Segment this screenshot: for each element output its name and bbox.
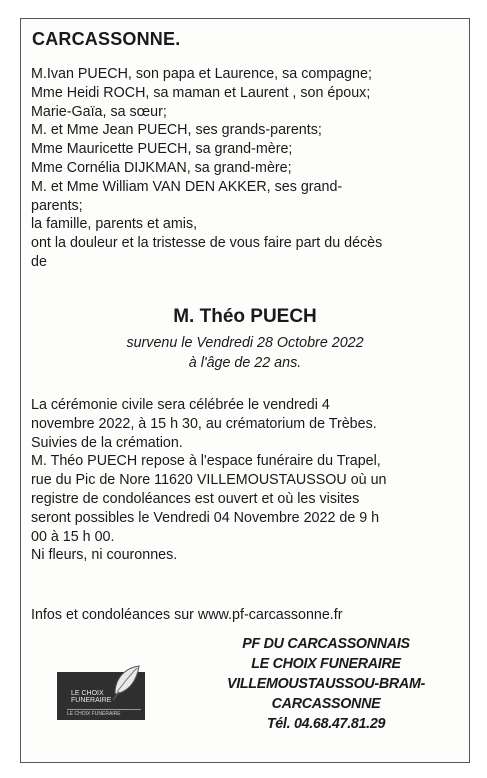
leaf-icon: [111, 664, 141, 702]
body-line: Ni fleurs, ni couronnes.: [31, 547, 178, 564]
funeral-home-brand: LE CHOIX FUNERAIRE: [251, 656, 401, 672]
logo-brand: [71, 690, 111, 704]
body-line: [31, 396, 463, 415]
obituary-notice: [20, 18, 470, 763]
logo-tagline: LE CHOIX FUNERAIRE: [67, 709, 141, 717]
body-line: M. Théo PUECH repose à l'espace funéraire du Trapel,: [31, 453, 381, 470]
body-line: 00 à 15 h 00.: [31, 528, 115, 545]
family-line: parents;: [31, 197, 83, 214]
funeral-home-name: PF DU CARCASSONNAIS: [242, 636, 410, 652]
body-line: seront possibles le Vendredi 04 Novembre 2022 de 9 h: [31, 509, 380, 526]
funeral-home-logo: [57, 672, 145, 720]
infos-website: Infos et condoléances sur www.pf-carcassonne.fr: [31, 607, 343, 623]
family-line: Mme Heidi ROCH, sa maman et Laurent , son époux;: [31, 84, 371, 101]
family-line: la famille, parents et amis,: [31, 216, 198, 233]
funeral-home-block: [201, 634, 451, 734]
age-line: à l'âge de 22 ans.: [188, 355, 302, 371]
funeral-home-locations: CARCASSONNE: [271, 696, 381, 712]
family-line: de: [31, 253, 47, 270]
funeral-home-phone: Tél. 04.68.47.81.29: [266, 716, 386, 732]
body-line: novembre 2022, à 15 h 30, au crématorium de Trèbes.: [31, 415, 377, 432]
family-line: M. et Mme William VAN DEN AKKER, ses grand-: [31, 178, 343, 195]
death-date: survenu le Vendredi 28 Octobre 2022: [126, 335, 364, 351]
logo-brand-line: FUNERAIRE: [71, 697, 112, 704]
deceased-name: M. Théo PUECH: [173, 306, 317, 327]
ceremony-details: [31, 396, 463, 565]
family-line: M.Ivan PUECH, son papa et Laurence, sa compagne;: [31, 66, 372, 82]
family-line: M. et Mme Jean PUECH, ses grands-parents;: [31, 122, 322, 139]
body-line: rue du Pic de Nore 11620 VILLEMOUSTAUSSOU où un: [31, 472, 387, 489]
city-heading: CARCASSONNE.: [32, 29, 181, 49]
family-list: [31, 65, 463, 272]
body-line: registre de condoléances est ouvert et où les visites: [31, 490, 360, 507]
body-line-text: La cérémonie civile sera célébrée le vendredi 4: [31, 397, 330, 413]
logo-brand-line: LE CHOIX: [71, 690, 104, 697]
family-line: ont la douleur et la tristesse de vous faire part du décès: [31, 235, 383, 252]
funeral-home-locations: VILLEMOUSTAUSSOU-BRAM-: [226, 676, 426, 692]
body-line: Suivies de la crémation.: [31, 434, 183, 451]
family-line: Mme Mauricette PUECH, sa grand-mère;: [31, 141, 293, 158]
family-line: Marie-Gaïa, sa sœur;: [31, 103, 167, 120]
family-line: Mme Cornélia DIJKMAN, sa grand-mère;: [31, 159, 292, 176]
